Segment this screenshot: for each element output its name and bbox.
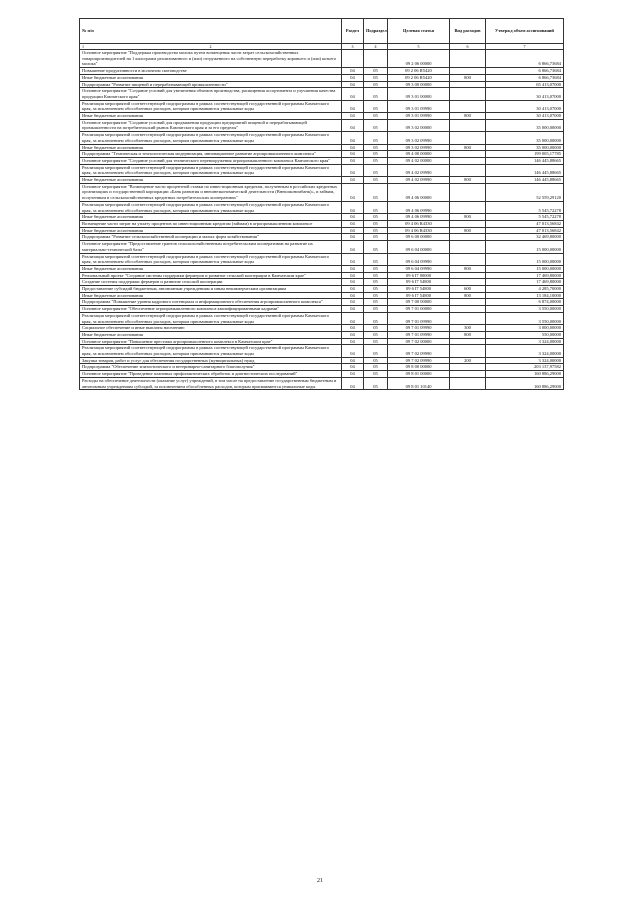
table-row [80, 299, 564, 306]
table-row [80, 88, 564, 100]
table-header-row [80, 19, 564, 44]
row-expense-type: 800 [450, 331, 486, 338]
row-amount: 30 413,07000 [486, 113, 564, 120]
row-amount: 32 469,80000 [486, 234, 564, 241]
row-name: Основное мероприятие "Создание условий для технического перевооружения агропромышленного комплекса Камчатского края" [80, 157, 342, 164]
row-subsection: 05 [364, 214, 388, 221]
row-name: Подпрограмма "Повышение уровня кадрового потенциала и информационного обеспечения агропромышленного комплекса" [80, 299, 342, 306]
header-expense-type: Вид расходов [450, 19, 486, 44]
row-expense-type [450, 241, 486, 253]
row-target-article: 09 4 06 00000 [388, 183, 450, 201]
row-subsection: 05 [364, 292, 388, 299]
row-section: 04 [342, 299, 364, 306]
row-target-article: 09 6 00 00000 [388, 234, 450, 241]
row-target-article: 09 4 06 09990 [388, 201, 450, 213]
header-name: № п/п [80, 19, 342, 44]
table-row [80, 157, 564, 164]
row-subsection: 05 [364, 325, 388, 332]
row-subsection: 05 [364, 164, 388, 176]
row-amount: 52 559,29120 [486, 183, 564, 201]
row-subsection: 05 [364, 74, 388, 81]
row-amount: 15 000,00000 [486, 241, 564, 253]
row-expense-type [450, 272, 486, 279]
row-amount: 6 866,73684 [486, 74, 564, 81]
row-amount: 47 013,56842 [486, 220, 564, 227]
table-row [80, 81, 564, 88]
row-amount: 15 000,00000 [486, 253, 564, 265]
row-expense-type [450, 364, 486, 371]
row-name: Реализация мероприятий соответствующей подпрограммы в рамках соответствующей государственной программы Камчатского края, за исключением обособленных расходов, которым присваиваются уникальные коды [80, 100, 342, 112]
row-amount: 550,00000 [486, 331, 564, 338]
row-section: 04 [342, 227, 364, 234]
row-expense-type [450, 377, 486, 389]
table-row [80, 113, 564, 120]
table-row [80, 338, 564, 345]
row-amount: 3 000,00000 [486, 325, 564, 332]
row-expense-type [450, 68, 486, 75]
row-section: 04 [342, 88, 364, 100]
row-expense-type [450, 157, 486, 164]
row-name: Социальное обеспечение и иные выплаты населению [80, 325, 342, 332]
row-name: Закупка товаров, работ и услуг для обеспечения государственных (муниципальных) нужд [80, 357, 342, 364]
row-section: 04 [342, 286, 364, 293]
row-section: 04 [342, 265, 364, 272]
row-expense-type [450, 164, 486, 176]
row-expense-type [450, 50, 486, 68]
table-row [80, 325, 564, 332]
row-section: 04 [342, 357, 364, 364]
row-section: 04 [342, 119, 364, 131]
row-section: 04 [342, 312, 364, 324]
row-name: Основное мероприятие "Повышение престижа агропромышленного комплекса в Камчатском крае" [80, 338, 342, 345]
row-section: 04 [342, 132, 364, 144]
row-section: 04 [342, 241, 364, 253]
table-row [80, 214, 564, 221]
row-expense-type [450, 299, 486, 306]
row-subsection: 05 [364, 119, 388, 131]
table-row [80, 164, 564, 176]
row-amount: 6 866,73684 [486, 68, 564, 75]
row-target-article: 09 4 02 09990 [388, 177, 450, 184]
row-subsection: 05 [364, 331, 388, 338]
row-target-article: 09 8 01 00000 [388, 371, 450, 378]
table-row [80, 279, 564, 286]
table-row [80, 132, 564, 144]
row-section: 04 [342, 74, 364, 81]
row-target-article: 09 6 04 00000 [388, 241, 450, 253]
row-name: Подпрограмма "Развитие пищевой и перерабатывающей промышленности" [80, 81, 342, 88]
row-target-article: 09 7 01 09990 [388, 312, 450, 324]
row-target-article: 09 6 04 09990 [388, 265, 450, 272]
row-target-article: 09 3 02 09990 [388, 144, 450, 151]
row-name: Иные бюджетные ассигнования [80, 177, 342, 184]
row-amount: 3 324,00000 [486, 357, 564, 364]
row-expense-type: 200 [450, 357, 486, 364]
row-subsection: 05 [364, 253, 388, 265]
row-subsection: 05 [364, 227, 388, 234]
row-expense-type [450, 234, 486, 241]
row-target-article: 09 4 00 00000 [388, 151, 450, 158]
table-row [80, 151, 564, 158]
row-amount: 146 445,88665 [486, 157, 564, 164]
row-section: 04 [342, 306, 364, 313]
row-expense-type: 800 [450, 144, 486, 151]
row-target-article: 09 6 I7 54800 [388, 279, 450, 286]
row-section: 04 [342, 331, 364, 338]
row-subsection: 05 [364, 338, 388, 345]
row-target-article: 09 7 02 09990 [388, 357, 450, 364]
row-amount: 146 445,88665 [486, 164, 564, 176]
row-target-article: 09 4 06 R4330 [388, 227, 450, 234]
row-name: Иные бюджетные ассигнования [80, 265, 342, 272]
row-section: 04 [342, 377, 364, 389]
row-amount: 6 866,73684 [486, 50, 564, 68]
index-cell [80, 44, 342, 50]
row-name: Подпрограмма "Развитие сельскохозяйственной кооперации и малых форм хозяйствования" [80, 234, 342, 241]
row-subsection: 05 [364, 364, 388, 371]
row-subsection: 05 [364, 377, 388, 389]
row-name: Реализация мероприятий соответствующей подпрограммы в рамках соответствующей государственной программы Камчатского края, за исключением обособленных расходов, которым присваиваются уникальные коды [80, 132, 342, 144]
row-section: 04 [342, 292, 364, 299]
table-row [80, 331, 564, 338]
index-7: 7 [486, 44, 564, 50]
table-row [80, 286, 564, 293]
row-subsection: 05 [364, 144, 388, 151]
table-row [80, 312, 564, 324]
header-target-article: Целевая статья [388, 19, 450, 44]
row-name: Иные бюджетные ассигнования [80, 331, 342, 338]
row-target-article: 09 3 00 00000 [388, 81, 450, 88]
row-expense-type: 800 [450, 292, 486, 299]
row-amount: 146 445,88665 [486, 177, 564, 184]
row-name: Реализация мероприятий соответствующей подпрограммы в рамках соответствующей государственной программы Камчатского края, за исключением обособленных расходов, которым присваиваются уникальные коды [80, 164, 342, 176]
row-expense-type: 800 [450, 265, 486, 272]
row-name: Реализация мероприятий соответствующей подпрограммы в рамках соответствующей государственной программы Камчатского края, за исключением обособленных расходов, которым присваиваются уникальные коды [80, 253, 342, 265]
row-name: Реализация мероприятий соответствующей подпрограммы в рамках соответствующей государственной программы Камчатского края, за исключением обособленных расходов, которым присваиваются уникальные коды [80, 345, 342, 357]
table-row [80, 227, 564, 234]
row-amount: 30 413,07000 [486, 88, 564, 100]
row-target-article: 09 8 01 10140 [388, 377, 450, 389]
row-amount: 6 874,00000 [486, 299, 564, 306]
row-target-article: 09 2 06 R5420 [388, 68, 450, 75]
row-name: Основное мероприятие "Создание условий для продвижения продукции предприятий пищевой и перерабатывающей промышленности на потребительский рынок Камчатского края и за его пределы" [80, 119, 342, 131]
row-expense-type [450, 371, 486, 378]
row-subsection: 05 [364, 157, 388, 164]
row-amount: 5 545,72278 [486, 201, 564, 213]
row-expense-type [450, 201, 486, 213]
row-expense-type: 300 [450, 325, 486, 332]
row-amount: 13 184,10000 [486, 292, 564, 299]
row-expense-type [450, 81, 486, 88]
row-expense-type [450, 306, 486, 313]
row-section: 04 [342, 100, 364, 112]
row-target-article: 09 6 I7 54800 [388, 286, 450, 293]
row-amount: 15 000,00000 [486, 265, 564, 272]
row-section: 04 [342, 272, 364, 279]
row-target-article: 09 7 01 09990 [388, 331, 450, 338]
row-section: 04 [342, 234, 364, 241]
row-expense-type [450, 345, 486, 357]
row-target-article: 09 6 I7 00000 [388, 272, 450, 279]
row-section: 04 [342, 68, 364, 75]
row-amount: 47 013,56842 [486, 227, 564, 234]
row-target-article: 09 4 06 R4330 [388, 220, 450, 227]
row-name: Подпрограмма "Техническая и технологическая модернизация, инновационное развитие агропромышленного комплекса" [80, 151, 342, 158]
table-row [80, 220, 564, 227]
table-row [80, 177, 564, 184]
row-section: 04 [342, 183, 364, 201]
row-subsection: 05 [364, 201, 388, 213]
row-name: Возмещение части затрат на уплату процентов по инвестиционным кредитам (займам) в агропромышленном комплексе [80, 220, 342, 227]
table-row [80, 74, 564, 81]
row-target-article: 09 2 06 00000 [388, 50, 450, 68]
row-name: Реализация мероприятий соответствующей подпрограммы в рамках соответствующей государственной программы Камчатского края, за исключением обособленных расходов, которым присваиваются уникальные коды [80, 312, 342, 324]
row-expense-type: 800 [450, 177, 486, 184]
row-section: 04 [342, 325, 364, 332]
row-target-article: 09 4 02 09990 [388, 164, 450, 176]
row-subsection: 05 [364, 177, 388, 184]
header-amount: Утвержд объем ассигнований [486, 19, 564, 44]
index-2: 2 [209, 44, 212, 49]
header-subsection: Подраздел [364, 19, 388, 44]
row-amount: 17 469,80000 [486, 272, 564, 279]
row-section: 04 [342, 151, 364, 158]
table-row [80, 377, 564, 389]
row-name: Повышение продуктивности в молочном скотоводстве [80, 68, 342, 75]
row-name: Региональный проект "Создание системы поддержки фермеров и развитие сельской кооперации в Камчатском крае" [80, 272, 342, 279]
row-section: 04 [342, 81, 364, 88]
row-section: 04 [342, 164, 364, 176]
row-amount: 35 000,00000 [486, 132, 564, 144]
row-subsection: 05 [364, 265, 388, 272]
row-section: 04 [342, 214, 364, 221]
row-subsection: 05 [364, 306, 388, 313]
row-target-article: 09 4 02 00000 [388, 157, 450, 164]
table-row [80, 119, 564, 131]
row-amount: 5 545,72278 [486, 214, 564, 221]
row-target-article: 09 3 01 09990 [388, 100, 450, 112]
row-subsection: 05 [364, 132, 388, 144]
row-amount: 65 413,07000 [486, 81, 564, 88]
row-name: Основное мероприятие "Проведение плановых профилактических обработок и диагностических исследований" [80, 371, 342, 378]
row-expense-type [450, 338, 486, 345]
table-row [80, 50, 564, 68]
table-row [80, 144, 564, 151]
row-subsection: 05 [364, 272, 388, 279]
row-name: Предоставление субсидий бюджетным, автономным учреждениям и иным некоммерческим организациям [80, 286, 342, 293]
row-expense-type [450, 119, 486, 131]
row-section: 04 [342, 177, 364, 184]
row-name: Расходы на обеспечение деятельности (оказание услуг) учреждений, в том числе на предоставление государственным бюджетным и автономным учреждениям субсидий, за исключением обособленных расходов, которым присваиваются уникальные коды [80, 377, 342, 389]
row-subsection: 05 [364, 279, 388, 286]
table-row [80, 357, 564, 364]
table-row [80, 100, 564, 112]
row-subsection [364, 50, 388, 68]
row-name: Реализация мероприятий соответствующей подпрограммы в рамках соответствующей государственной программы Камчатского края, за исключением обособленных расходов, которым присваиваются уникальные коды [80, 201, 342, 213]
row-expense-type: 800 [450, 74, 486, 81]
table-row [80, 183, 564, 201]
header-section: Раздел [342, 19, 364, 44]
row-amount: 3 324,00000 [486, 338, 564, 345]
row-amount: 4 285,70000 [486, 286, 564, 293]
row-section: 04 [342, 157, 364, 164]
index-4: 4 [364, 44, 388, 50]
row-expense-type [450, 183, 486, 201]
table-row [80, 364, 564, 371]
row-subsection: 05 [364, 299, 388, 306]
row-name: Основное мероприятие "Поддержка производства молока путем возмещения части затрат сельскохозяйственных товаропроизводителей на 1 килограмм реализованного и (или) отгруженного на собственную переработку коровьего и (или) козьего молока" [80, 50, 342, 68]
row-section [342, 50, 364, 68]
row-name: Создание системы поддержки фермеров и развитие сельской кооперации [80, 279, 342, 286]
row-subsection: 05 [364, 312, 388, 324]
row-subsection: 05 [364, 100, 388, 112]
row-target-article: 09 3 01 09990 [388, 113, 450, 120]
table-row [80, 292, 564, 299]
row-name: Иные бюджетные ассигнования [80, 292, 342, 299]
row-name: Иные бюджетные ассигнования [80, 144, 342, 151]
row-name: Иные бюджетные ассигнования [80, 227, 342, 234]
row-section: 04 [342, 253, 364, 265]
row-name: Иные бюджетные ассигнования [80, 113, 342, 120]
table-row [80, 253, 564, 265]
row-target-article: 09 4 06 09990 [388, 214, 450, 221]
row-amount: 199 005,17785 [486, 151, 564, 158]
row-expense-type [450, 100, 486, 112]
row-section: 04 [342, 144, 364, 151]
row-target-article: 09 8 00 00000 [388, 364, 450, 371]
row-subsection: 05 [364, 371, 388, 378]
index-6: 6 [450, 44, 486, 50]
row-expense-type [450, 151, 486, 158]
row-target-article: 09 3 01 00000 [388, 88, 450, 100]
row-expense-type: 800 [450, 227, 486, 234]
budget-table [79, 18, 564, 390]
row-target-article: 09 3 02 09990 [388, 132, 450, 144]
table-row [80, 306, 564, 313]
row-name: Основное мероприятие "Создание условий для увеличения объемов производства, расширения ассортимента и улучшения качества продукции Камчатского края" [80, 88, 342, 100]
table-row [80, 345, 564, 357]
row-name: Основное мероприятие "Возмещение части процентной ставки по инвестиционным кредитам, полученным в российских кредитных организациях и государственной корпорации «Банк развития и внешнеэкономической деятельности (Внешэкономбанк)», и займам, полученным в сельскохозяйственных кредитных потребительских кооперативах" [80, 183, 342, 201]
row-subsection: 05 [364, 220, 388, 227]
row-amount: 160 886,29000 [486, 377, 564, 389]
row-expense-type [450, 253, 486, 265]
row-section: 04 [342, 338, 364, 345]
row-amount: 30 413,07000 [486, 100, 564, 112]
row-expense-type: 800 [450, 214, 486, 221]
row-section: 04 [342, 279, 364, 286]
row-name: Иные бюджетные ассигнования [80, 214, 342, 221]
row-subsection: 05 [364, 234, 388, 241]
row-name: Основное мероприятие "Предоставление грантов сельскохозяйственным потребительским кооперативам на развитие их материально-технической базы" [80, 241, 342, 253]
table-row [80, 68, 564, 75]
row-expense-type: 600 [450, 286, 486, 293]
row-target-article: 09 7 00 00000 [388, 299, 450, 306]
row-amount: 3 324,00000 [486, 345, 564, 357]
row-amount: 3 550,00000 [486, 312, 564, 324]
index-1: 1 [82, 44, 84, 49]
row-subsection: 05 [364, 68, 388, 75]
row-subsection: 05 [364, 151, 388, 158]
index-5: 5 [388, 44, 450, 50]
row-subsection: 05 [364, 345, 388, 357]
row-target-article: 09 7 02 00000 [388, 338, 450, 345]
row-expense-type [450, 132, 486, 144]
row-section: 04 [342, 371, 364, 378]
row-section: 04 [342, 113, 364, 120]
row-subsection: 05 [364, 113, 388, 120]
row-amount: 35 000,00000 [486, 144, 564, 151]
row-section: 04 [342, 364, 364, 371]
row-target-article: 09 6 04 09990 [388, 253, 450, 265]
row-expense-type [450, 312, 486, 324]
table-body [80, 50, 564, 390]
row-name: Основное мероприятие "Обеспечение агропромышленного комплекса квалифицированными кадрами" [80, 306, 342, 313]
row-target-article: 09 3 02 00000 [388, 119, 450, 131]
row-subsection: 05 [364, 241, 388, 253]
table-row [80, 201, 564, 213]
row-amount: 203 137,97582 [486, 364, 564, 371]
row-section: 04 [342, 345, 364, 357]
row-target-article: 09 2 06 R5420 [388, 74, 450, 81]
row-amount: 35 000,00000 [486, 119, 564, 131]
row-subsection: 05 [364, 81, 388, 88]
row-subsection: 05 [364, 286, 388, 293]
row-expense-type [450, 88, 486, 100]
table-row [80, 371, 564, 378]
row-expense-type: 800 [450, 113, 486, 120]
row-target-article: 09 7 01 00000 [388, 306, 450, 313]
row-amount: 17 469,80000 [486, 279, 564, 286]
row-amount: 160 886,29000 [486, 371, 564, 378]
row-name: Иные бюджетные ассигнования [80, 74, 342, 81]
row-target-article: 09 7 01 09990 [388, 325, 450, 332]
row-expense-type [450, 220, 486, 227]
row-subsection: 05 [364, 183, 388, 201]
row-subsection: 05 [364, 357, 388, 364]
row-target-article: 09 7 02 09990 [388, 345, 450, 357]
row-target-article: 09 6 I7 54800 [388, 292, 450, 299]
table-row [80, 241, 564, 253]
row-subsection: 05 [364, 88, 388, 100]
page-number: 21 [317, 878, 323, 884]
index-3: 3 [342, 44, 364, 50]
row-expense-type [450, 279, 486, 286]
table-row [80, 234, 564, 241]
table-row [80, 272, 564, 279]
row-section: 04 [342, 220, 364, 227]
row-section: 04 [342, 201, 364, 213]
table-row [80, 265, 564, 272]
row-amount: 3 550,00000 [486, 306, 564, 313]
row-name: Подпрограмма "Обеспечение эпизоотического и ветеринарно-санитарного благополучия" [80, 364, 342, 371]
